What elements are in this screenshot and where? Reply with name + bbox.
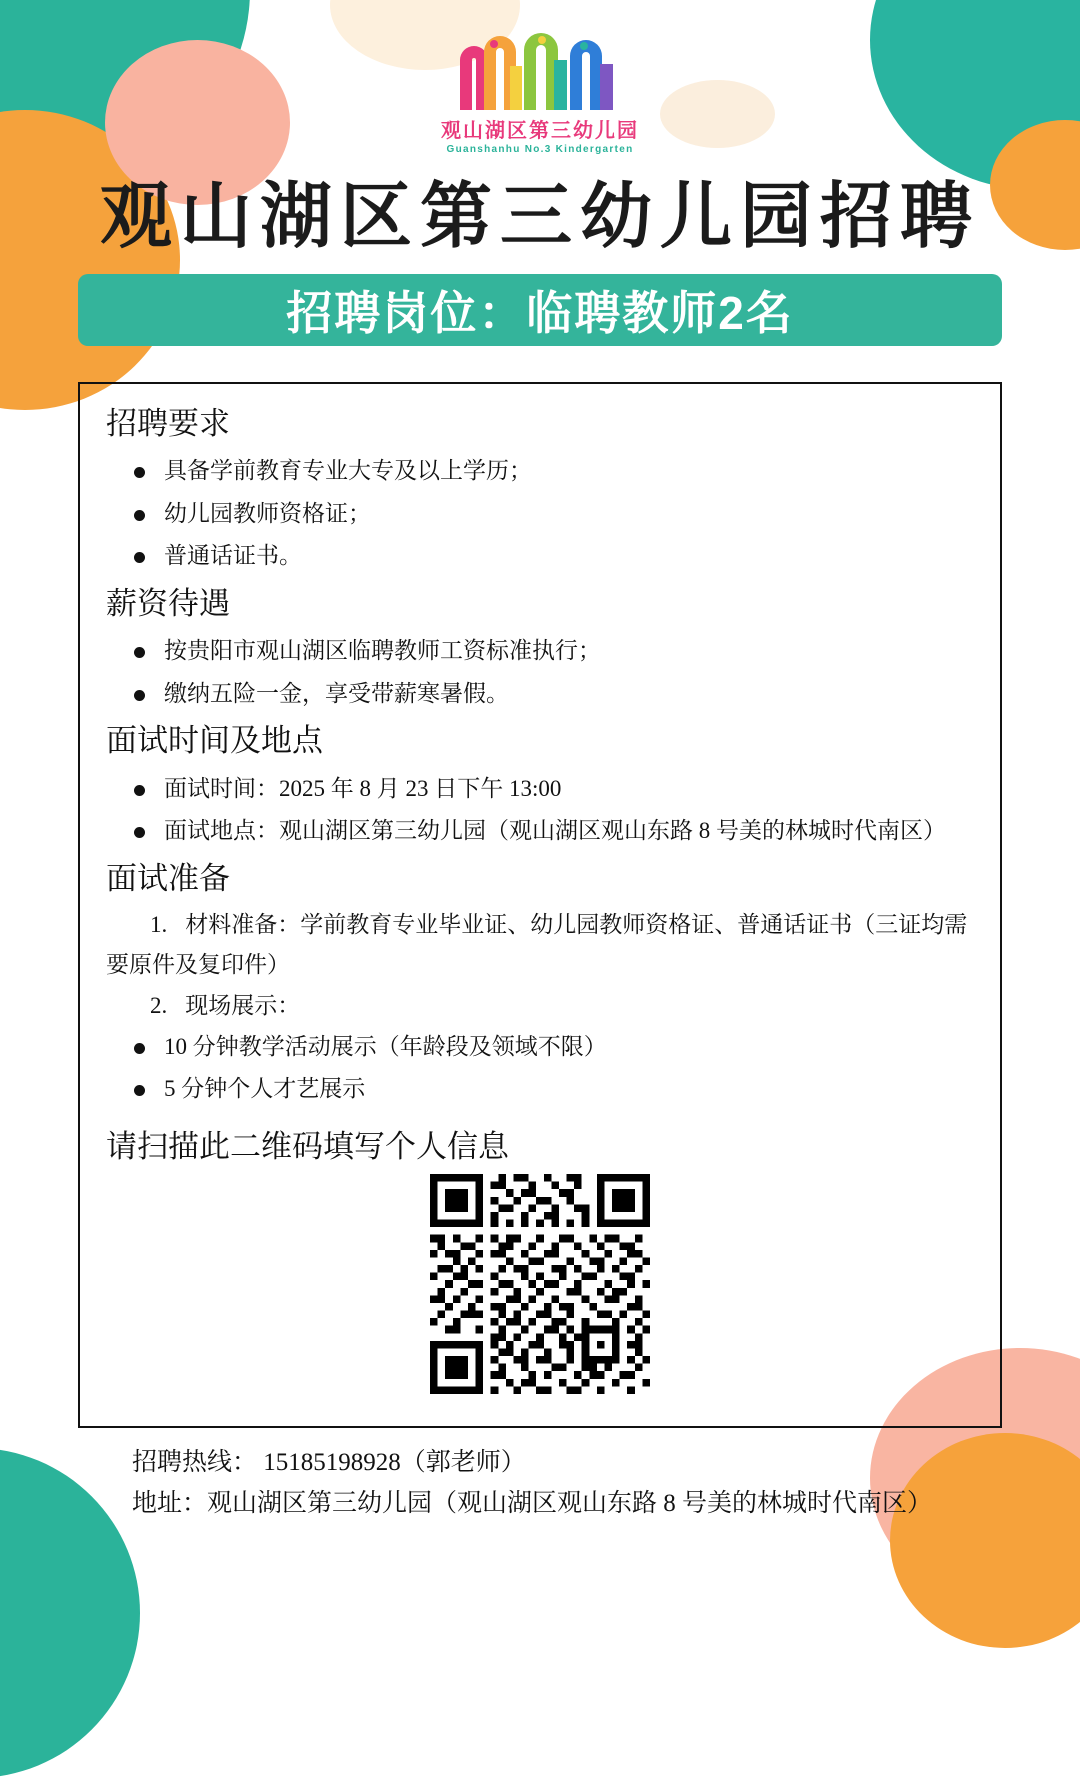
list-item: 具备学前教育专业大专及以上学历； bbox=[106, 450, 974, 493]
list-item: 按贵阳市观山湖区临聘教师工资标准执行； bbox=[106, 630, 974, 673]
section-heading-salary: 薪资待遇 bbox=[106, 585, 230, 621]
logo-english-name: Guanshanhu No.3 Kindergarten bbox=[446, 144, 634, 155]
section-heading-interview-time-place: 面试时间及地点 bbox=[106, 723, 323, 759]
interview-preparation-numbered-list bbox=[106, 905, 974, 1026]
footer-contact bbox=[132, 1442, 1032, 1525]
requirements-list bbox=[106, 450, 974, 578]
numbered-item-1-number: 1. bbox=[150, 912, 168, 938]
list-item: 普通话证书。 bbox=[106, 535, 974, 578]
list-item: 面试地点：观山湖区第三幼儿园（观山湖区观山东路 8 号美的林城时代南区） bbox=[106, 810, 974, 853]
list-item: 10 分钟教学活动展示（年龄段及领域不限） bbox=[106, 1026, 974, 1069]
kindergarten-logo bbox=[0, 30, 1080, 175]
numbered-item-2-number: 2. bbox=[150, 992, 168, 1018]
position-banner bbox=[78, 274, 1002, 346]
list-item: 幼儿园教师资格证； bbox=[106, 493, 974, 536]
list-item: 5 分钟个人才艺展示 bbox=[106, 1068, 974, 1111]
salary-list bbox=[106, 630, 974, 715]
qr-heading: 请扫描此二维码填写个人信息 bbox=[106, 1128, 509, 1164]
section-heading-interview-preparation: 面试准备 bbox=[106, 860, 230, 896]
numbered-item-2-text: 现场展示： bbox=[185, 992, 301, 1018]
logo-chinese-name: 观山湖区第三幼儿园 bbox=[441, 120, 639, 142]
numbered-item-1-text: 材料准备：学前教育专业毕业证、幼儿园教师资格证、普通话证书（三证均需要原件及复印件） bbox=[106, 912, 968, 978]
decorative-blob-teal-bottom-left bbox=[0, 1448, 140, 1778]
position-banner-text: 招聘岗位：临聘教师2名 bbox=[286, 287, 794, 339]
list-item: 面试时间：2025 年 8 月 23 日下午 13:00 bbox=[106, 768, 974, 811]
qr-code-wrapper bbox=[106, 1174, 974, 1399]
numbered-item-1 bbox=[106, 905, 974, 986]
footer-address: 地址：观山湖区第三幼儿园（观山湖区观山东路 8 号美的林城时代南区） bbox=[132, 1490, 933, 1518]
content-box bbox=[78, 382, 1002, 1428]
interview-demo-list bbox=[106, 1026, 974, 1111]
qr-code-image[interactable] bbox=[430, 1174, 650, 1394]
interview-time-place-list bbox=[106, 768, 974, 853]
section-heading-requirements: 招聘要求 bbox=[106, 406, 230, 441]
footer-hotline: 招聘热线： 15185198928（郭老师） bbox=[132, 1449, 526, 1476]
list-item: 缴纳五险一金，享受带薪寒暑假。 bbox=[106, 673, 974, 716]
page-title: 观山湖区第三幼儿园招聘 bbox=[99, 177, 980, 257]
logo-arches-icon bbox=[450, 30, 630, 112]
numbered-item-2 bbox=[106, 986, 974, 1026]
